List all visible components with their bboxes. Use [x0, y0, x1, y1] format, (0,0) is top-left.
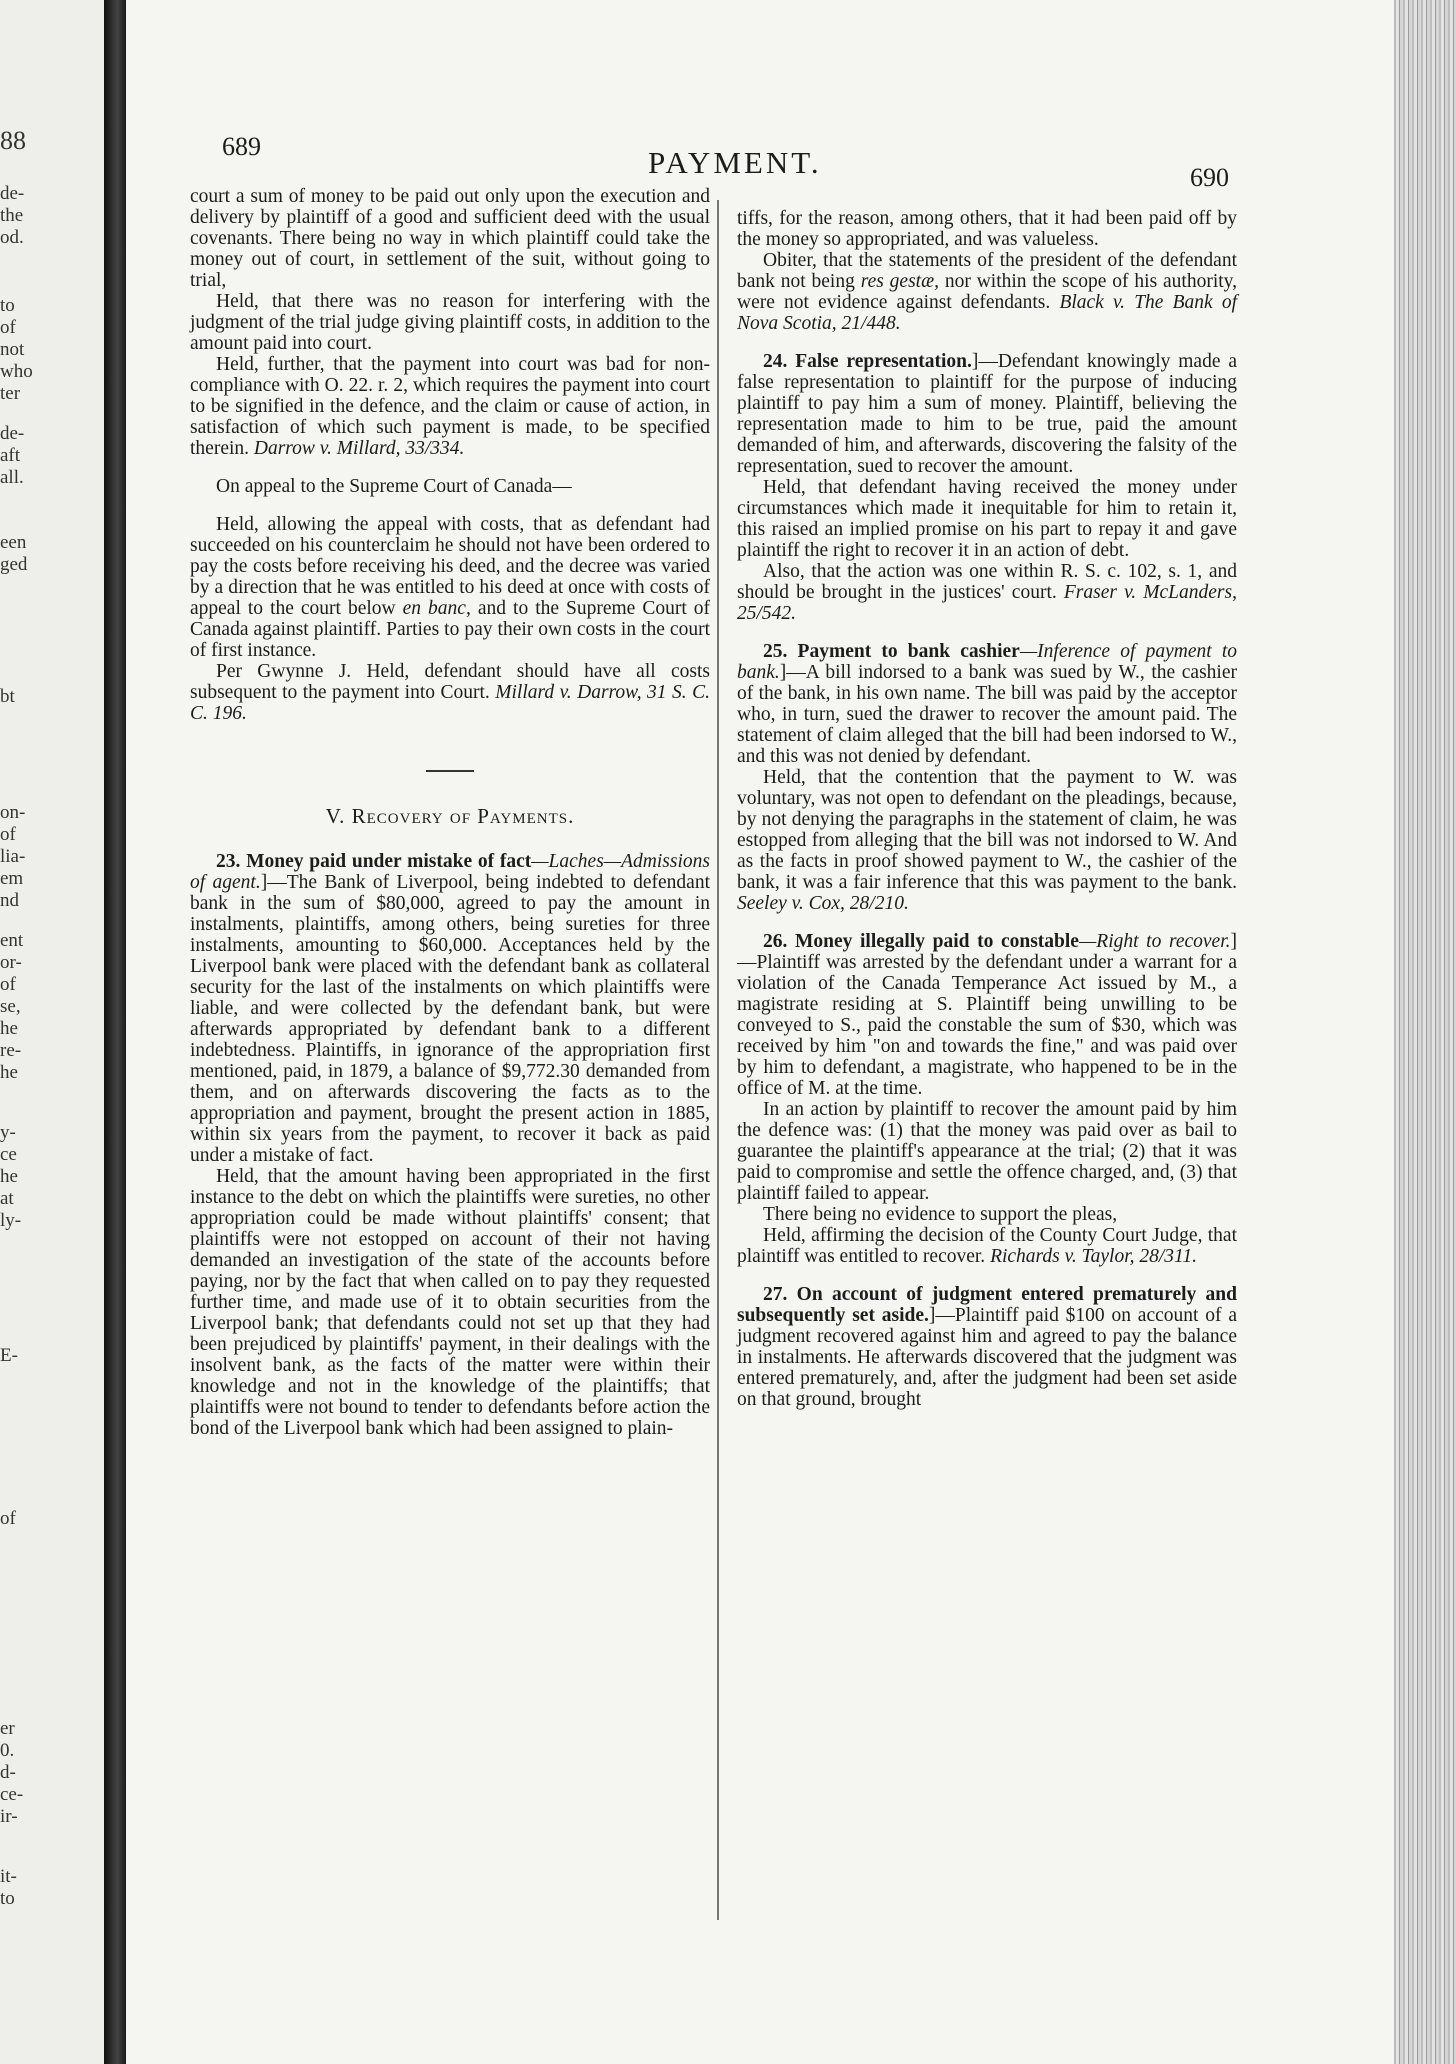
latin-term: res gestæ, [860, 271, 939, 292]
paragraph: In an action by plaintiff to recover the amount paid by him the defence was: (1) that the money was paid over as bail to guarantee the plaintiff's appearance at the trial; (2) that it was paid to compromise and settle the offence charged, and, (3) that plaintiff failed to appear. [737, 1099, 1237, 1204]
paragraph-text: nor within the scope of his authority, were not evidence against defendants. [737, 271, 1238, 313]
case-citation: Millard v. Darrow, 31 S. C. C. 196. [190, 682, 710, 724]
paragraph [737, 250, 1237, 334]
paragraph-text: Held, further, that the payment into court was bad for non-compliance with O. 22. r. 2, which requires the payment into court to be signified in the defence, and the claim or cause of action, in satisfaction of which such payment is made, to be specified therein. [190, 354, 710, 459]
paragraph [737, 1225, 1237, 1267]
entry-text: ]—Plaintiff was arrested by the defendant under a warrant for a violation of the Canada Temperance Act issued by M., a magistrate residing at S. Plaintiff being unwilling to be conveyed to S., paid the constable the sum of $30, which was received by him "on and towards the fine," and was paid over by him to defendant, a magistrate, who happened to be in the office of M. at the time. [737, 931, 1237, 1099]
book-gutter [104, 0, 126, 2064]
entry-heading: 26. Money illegally paid to constable [763, 931, 1079, 952]
paragraph: Held, that there was no reason for interfering with the judgment of the trial judge giving plaintiff costs, in addition to the amount paid into court. [190, 291, 710, 354]
paragraph-text: Held, that the contention that the payment to W. was voluntary, was not open to defendant on the pleadings, because, by not denying the paragraphs in the statement of claim, he was estopped from alleging that the bill was not indorsed to W. And as the facts in proof showed payment to W., the cashier of the bank, it was a fair inference that this was payment to the bank. [737, 767, 1237, 893]
left-margin-fragment: E- [0, 1345, 18, 1366]
case-citation: Seeley v. Cox, 28/210. [737, 893, 909, 914]
left-margin-fragment: de- [0, 423, 25, 444]
left-margin-fragment: re- [0, 1040, 22, 1061]
entry-heading: 25. Payment to bank cashier [763, 641, 1020, 662]
entry-27 [737, 1284, 1237, 1410]
left-margin-fragment: ly- [0, 1210, 22, 1231]
paragraph-text: Held, affirming the decision of the County Court Judge, that plaintiff was entitled to recover. [737, 1225, 1237, 1267]
paragraph [190, 661, 710, 724]
left-margin-fragment: lia- [0, 846, 26, 867]
right-column [737, 208, 1237, 1410]
left-margin-fragment: of [0, 824, 16, 845]
left-margin-fragment: y- [0, 1122, 16, 1143]
paragraph-text: and to the Supreme Court of Canada against plaintiff. Parties to pay their own costs in the court of first instance. [190, 598, 711, 661]
left-margin-fragment: bt [0, 686, 15, 707]
latin-term: en banc, [402, 598, 471, 619]
left-margin-fragment: at [0, 1188, 14, 1209]
left-margin-fragment: he [0, 1062, 18, 1083]
left-column [190, 186, 710, 1439]
paragraph: Held, that the amount having been appropriated in the first instance to the debt on which the plaintiffs were sureties, no other appropriation could be made without plaintiffs' consent; that plaintiffs were not estopped on account of their not having demanded an investigation of the state of the accounts before paying, nor by the fact that when called on to pay they requested further time, and made use of it to obtain securities from the Liverpool bank; that defendants could not set up that they had been prejudiced by plaintiffs' payment, in their dealings with the insolvent bank, as the facts of the matter were within their knowledge and not in the knowledge of the plaintiffs; that plaintiffs were not bound to tender to defendants before action the bond of the Liverpool bank which had been assigned to plain- [190, 1166, 710, 1439]
paragraph [190, 514, 710, 661]
left-margin-fragment: it- [0, 1866, 17, 1887]
left-margin-fragment: not [0, 339, 25, 360]
paragraph [737, 767, 1237, 914]
case-citation: Black v. The Bank of Nova Scotia, 21/448. [737, 292, 1237, 334]
left-margin-fragment: ce- [0, 1784, 24, 1805]
entry-24 [737, 351, 1237, 477]
left-margin-fragment: een [0, 532, 27, 553]
paragraph [190, 354, 710, 459]
left-margin-fragment: de- [0, 183, 25, 204]
left-margin-fragment: on- [0, 802, 26, 823]
paragraph: On appeal to the Supreme Court of Canada— [216, 476, 572, 497]
left-margin-fragment: ce [0, 1144, 17, 1165]
left-margin-fragment: to [0, 295, 15, 316]
paragraph: tiffs, for the reason, among others, that it had been paid off by the money so appropriated, and was valueless. [737, 208, 1237, 250]
entry-text: ]—A bill indorsed to a bank was sued by W., the cashier of the bank, in his own name. The bill was paid by the acceptor who, in turn, sued the drawer to recover the amount paid. The statement of claim alleged that the bill had been indorsed to W., and this was not denied by defendant. [737, 662, 1237, 767]
left-margin-fragment: 0. [0, 1740, 15, 1761]
paragraph-text: Held, allowing the appeal with costs, that as defendant had succeeded on his counterclaim he should not have been ordered to pay the costs before receiving his deed, and the decree was varied by a direction that he was entitled to his deed at once with costs of appeal to the court below [190, 514, 710, 619]
paragraph-text: Obiter, that the statements of the president of the defendant bank not being [737, 250, 1237, 292]
left-margin-fragment: nd [0, 890, 19, 911]
left-margin-fragment: ir- [0, 1806, 18, 1827]
entry-26 [737, 931, 1237, 1099]
case-citation: Richards v. Taylor, 28/311. [990, 1246, 1197, 1267]
left-margin-fragment: em [0, 868, 24, 889]
left-page-number-fragment: 88 [0, 126, 26, 155]
entry-25 [737, 641, 1237, 767]
entry-text: ]—The Bank of Liverpool, being indebted to defendant bank in the sum of $80,000, agreed to pay the amount in instalments, plaintiffs, among others, being sureties for three instalments, amounting to $60,000. Acceptances held by the Liverpool bank were placed with the defendant bank as collateral security for the last of the instalments on which plaintiffs were liable, and were collected by the defendant bank, but were afterwards appropriated by defendant bank to a different indebtedness. Plaintiffs, in ignorance of the appropriation first mentioned, paid, in 1879, a balance of $9,772.30 demanded from them, and on afterwards discovering the facts as to the appropriation and payment, brought the present action in 1885, within six years from the payment, to recover it back as paid under a mistake of fact. [190, 872, 710, 1166]
running-title: PAYMENT. [648, 145, 822, 180]
right-page-number: 690 [1190, 163, 1229, 192]
left-margin-fragment: who [0, 361, 33, 382]
left-margin-fragment: to [0, 1888, 15, 1909]
entry-text: ]—Defendant knowingly made a false representation to plaintiff for the purpose of inducing plaintiff to pay him a sum of money. Plaintiff, believing the representation made to him to be true, paid the amount demanded of him, and afterwards, discovering the falsity of the representation, sued to recover the amount. [737, 351, 1237, 477]
left-margin-fragment: he [0, 1166, 18, 1187]
left-margin-fragment: od. [0, 227, 24, 248]
left-margin-fragment: the [0, 205, 24, 226]
entry-heading: 27. On account of judgment entered prematurely and subsequently set aside. [737, 1284, 1237, 1326]
paragraph-text: Also, that the action was one within R. S. c. 102, s. 1, and should be brought in the justices' court. [737, 561, 1237, 603]
paragraph: There being no evidence to support the pleas, [763, 1204, 1118, 1225]
page-edges [1394, 0, 1456, 2064]
left-margin-fragment: d- [0, 1762, 16, 1783]
left-margin-fragment: or- [0, 952, 22, 973]
case-citation: Darrow v. Millard, 33/334. [253, 438, 465, 459]
paragraph-text: Per Gwynne J. Held, defendant should have all costs subsequent to the payment into Court. [190, 661, 710, 703]
paragraph: court a sum of money to be paid out only upon the execution and delivery by plaintiff of a good and sufficient deed with the usual covenants. There being no way in which plaintiff could take the money out of court, in settlement of the suit, without going to trial, [190, 186, 710, 291]
left-margin-fragment: aft [0, 445, 21, 466]
left-margin-fragment: of [0, 317, 16, 338]
entry-heading: 23. Money paid under mistake of fact [216, 851, 532, 872]
paragraph [737, 561, 1237, 624]
left-page-number: 689 [222, 132, 261, 161]
left-margin-fragment: ent [0, 930, 24, 951]
column-rule [717, 200, 719, 1920]
left-margin-fragment: se, [0, 996, 21, 1017]
entry-heading: 24. False representation. [763, 351, 972, 372]
entry-text: ]—Plaintiff paid $100 on account of a judgment recovered against him and agreed to pay the balance in instalments. He afterwards discovered that the judgment was entered prematurely, and, after the judgment had been set aside on that ground, brought [737, 1305, 1237, 1410]
entry-subheading: —Laches—Admissions of agent. [190, 851, 710, 893]
left-margin-fragment: he [0, 1018, 18, 1039]
left-margin-fragment: all. [0, 467, 24, 488]
section-title: V. Recovery of Payments. [325, 804, 575, 828]
facing-left-page [0, 0, 104, 2064]
left-margin-fragment: of [0, 974, 16, 995]
paragraph: Held, that defendant having received the money under circumstances which made it inequitable for him to retain it, this raised an implied promise on his part to repay it and gave plaintiff the right to recover it in an action of debt. [737, 477, 1237, 561]
entry-23 [190, 851, 710, 1166]
case-citation: Fraser v. McLanders, 25/542. [737, 582, 1237, 624]
left-margin-fragment: ter [0, 383, 21, 404]
left-margin-fragment: of [0, 1508, 16, 1529]
section-separator [426, 770, 474, 772]
entry-subheading: —Inference of payment to bank. [737, 641, 1237, 683]
entry-subheading: —Right to recover. [1078, 931, 1231, 952]
left-margin-fragment: ged [0, 554, 28, 575]
left-margin-fragment: er [0, 1718, 15, 1739]
